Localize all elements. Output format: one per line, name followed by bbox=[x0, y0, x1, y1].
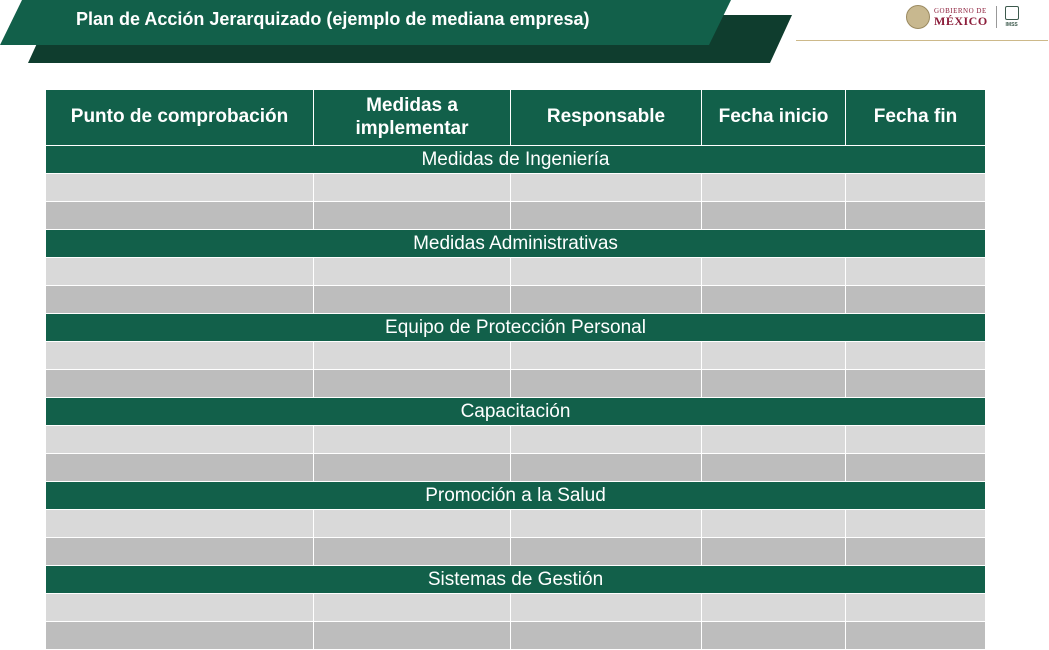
table-cell[interactable] bbox=[702, 538, 846, 566]
table-cell[interactable] bbox=[46, 174, 314, 202]
table-cell[interactable] bbox=[46, 426, 314, 454]
table-cell[interactable] bbox=[46, 594, 314, 622]
table-cell[interactable] bbox=[511, 594, 702, 622]
mexico-label: MÉXICO bbox=[934, 13, 988, 28]
section-header: Promoción a la Salud bbox=[46, 482, 986, 510]
table-cell[interactable] bbox=[702, 426, 846, 454]
section-header: Equipo de Protección Personal bbox=[46, 314, 986, 342]
table-cell[interactable] bbox=[511, 286, 702, 314]
table-cell[interactable] bbox=[511, 202, 702, 230]
imss-logo bbox=[1003, 6, 1021, 28]
table-cell[interactable] bbox=[511, 426, 702, 454]
table-row bbox=[46, 286, 986, 314]
table-cell[interactable] bbox=[511, 342, 702, 370]
column-header-start-date: Fecha inicio bbox=[702, 90, 846, 146]
table-cell[interactable] bbox=[314, 258, 511, 286]
table-cell[interactable] bbox=[846, 594, 986, 622]
gobierno-mexico-logo bbox=[906, 4, 1021, 30]
page-title: Plan de Acción Jerarquizado (ejemplo de mediana empresa) bbox=[76, 9, 590, 29]
table-header-row bbox=[46, 90, 986, 146]
table-cell[interactable] bbox=[702, 174, 846, 202]
section-row bbox=[46, 398, 986, 426]
table-cell[interactable] bbox=[702, 286, 846, 314]
section-row bbox=[46, 230, 986, 258]
table-cell[interactable] bbox=[46, 202, 314, 230]
table-cell[interactable] bbox=[702, 510, 846, 538]
table-cell[interactable] bbox=[46, 538, 314, 566]
section-header: Capacitación bbox=[46, 398, 986, 426]
logo-divider-line bbox=[796, 40, 1048, 41]
table-cell[interactable] bbox=[702, 594, 846, 622]
table-row bbox=[46, 538, 986, 566]
table-cell[interactable] bbox=[846, 174, 986, 202]
table-row bbox=[46, 426, 986, 454]
table-cell[interactable] bbox=[314, 538, 511, 566]
table-row bbox=[46, 454, 986, 482]
table-cell[interactable] bbox=[702, 454, 846, 482]
table-cell[interactable] bbox=[511, 258, 702, 286]
table-row bbox=[46, 258, 986, 286]
table-row bbox=[46, 174, 986, 202]
gobierno-mexico-wordmark bbox=[934, 8, 988, 27]
table-cell[interactable] bbox=[314, 286, 511, 314]
table-cell[interactable] bbox=[314, 594, 511, 622]
table-cell[interactable] bbox=[314, 174, 511, 202]
table-cell[interactable] bbox=[511, 538, 702, 566]
column-header-checkpoint: Punto de comprobación bbox=[46, 90, 314, 146]
table-cell[interactable] bbox=[314, 202, 511, 230]
table-row bbox=[46, 594, 986, 622]
table-body bbox=[46, 146, 986, 650]
table-cell[interactable] bbox=[314, 370, 511, 398]
column-header-measures: Medidas a implementar bbox=[314, 90, 511, 146]
table-cell[interactable] bbox=[511, 174, 702, 202]
column-header-end-date: Fecha fin bbox=[846, 90, 986, 146]
table-cell[interactable] bbox=[46, 342, 314, 370]
national-seal-icon bbox=[906, 5, 930, 29]
section-row bbox=[46, 146, 986, 174]
table-cell[interactable] bbox=[46, 454, 314, 482]
table-cell[interactable] bbox=[46, 286, 314, 314]
table-row bbox=[46, 510, 986, 538]
section-header: Medidas Administrativas bbox=[46, 230, 986, 258]
table-cell[interactable] bbox=[846, 258, 986, 286]
table-cell[interactable] bbox=[846, 426, 986, 454]
table-row bbox=[46, 342, 986, 370]
imss-emblem-icon bbox=[1005, 6, 1019, 20]
gobierno-label: GOBIERNO DE bbox=[934, 6, 987, 15]
table-cell[interactable] bbox=[511, 370, 702, 398]
section-row bbox=[46, 566, 986, 594]
table-cell[interactable] bbox=[314, 426, 511, 454]
table-cell[interactable] bbox=[702, 258, 846, 286]
table-cell[interactable] bbox=[846, 342, 986, 370]
table-cell[interactable] bbox=[846, 538, 986, 566]
table-cell[interactable] bbox=[702, 370, 846, 398]
table-cell[interactable] bbox=[314, 510, 511, 538]
table-cell[interactable] bbox=[846, 454, 986, 482]
table-cell[interactable] bbox=[46, 370, 314, 398]
logo-separator bbox=[996, 6, 997, 28]
table-cell[interactable] bbox=[46, 510, 314, 538]
table-cell[interactable] bbox=[846, 510, 986, 538]
section-row bbox=[46, 482, 986, 510]
imss-label: IMSS bbox=[1005, 22, 1018, 28]
table-cell[interactable] bbox=[314, 454, 511, 482]
table-cell[interactable] bbox=[702, 202, 846, 230]
table-cell[interactable] bbox=[511, 454, 702, 482]
table-cell[interactable] bbox=[846, 370, 986, 398]
section-header: Medidas de Ingeniería bbox=[46, 146, 986, 174]
section-header: Sistemas de Gestión bbox=[46, 566, 986, 594]
table-cell[interactable] bbox=[46, 258, 314, 286]
table-cell[interactable] bbox=[846, 202, 986, 230]
table-row bbox=[46, 370, 986, 398]
table-cell[interactable] bbox=[511, 510, 702, 538]
table-row bbox=[46, 202, 986, 230]
action-plan-table bbox=[45, 89, 986, 650]
table-cell[interactable] bbox=[314, 342, 511, 370]
table-cell[interactable] bbox=[846, 286, 986, 314]
column-header-responsible: Responsable bbox=[511, 90, 702, 146]
section-row bbox=[46, 314, 986, 342]
table-cell[interactable] bbox=[702, 342, 846, 370]
